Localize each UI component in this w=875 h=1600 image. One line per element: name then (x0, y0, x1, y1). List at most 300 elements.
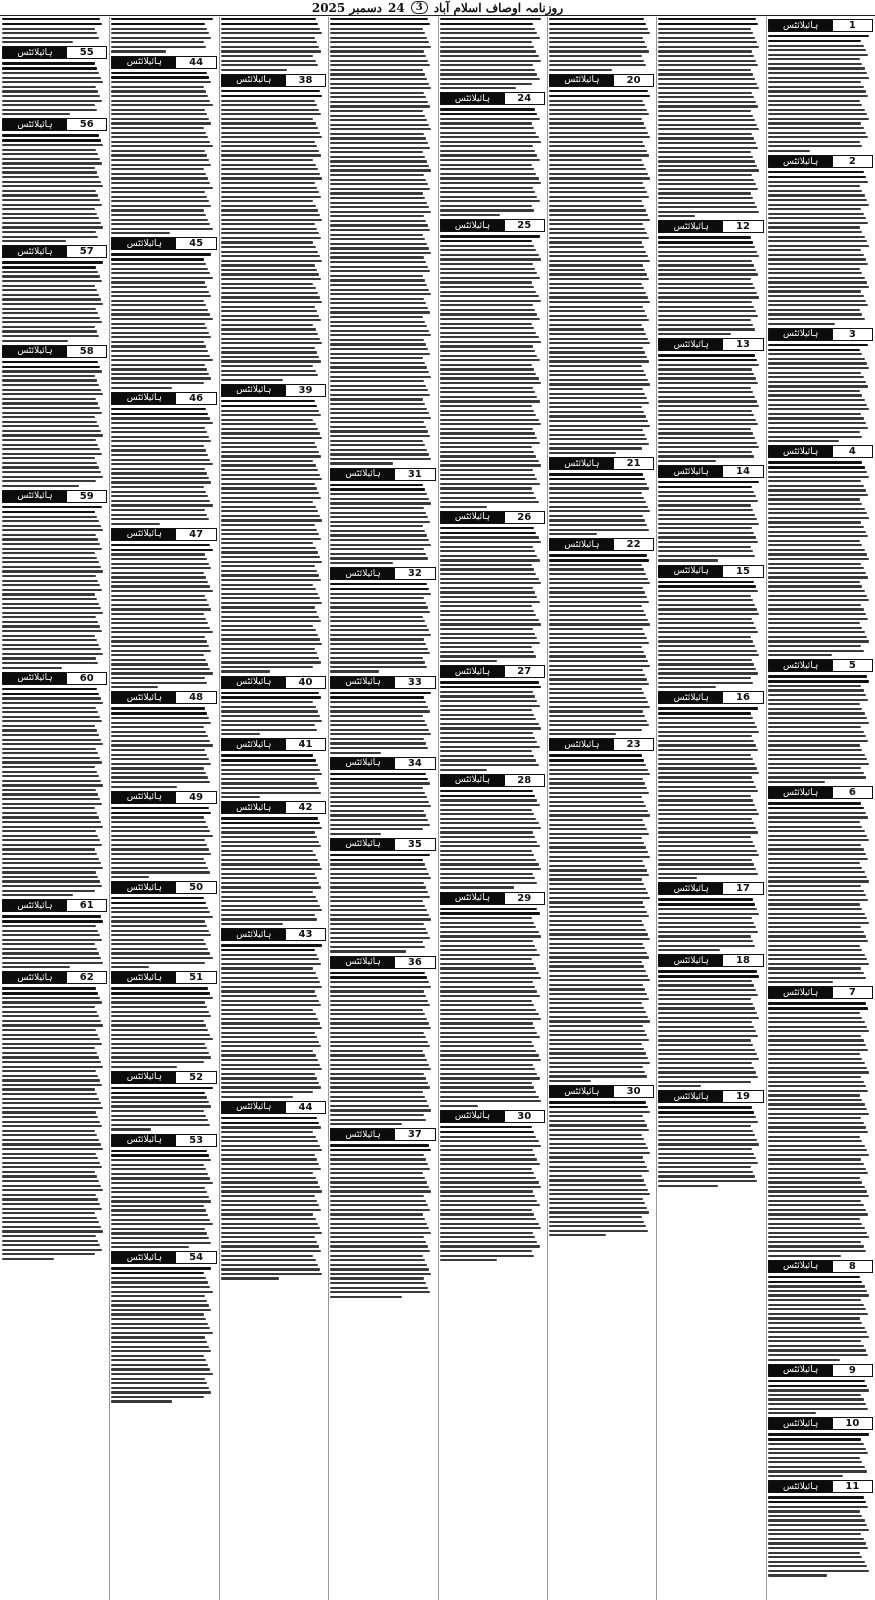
text-line (768, 1501, 866, 1503)
text-line (768, 558, 869, 560)
text-line (2, 915, 101, 917)
text-line (221, 1195, 315, 1197)
text-line (111, 72, 207, 74)
text-line (2, 222, 101, 224)
text-line (768, 862, 861, 864)
text-line (2, 826, 103, 828)
text-line (330, 339, 424, 341)
text-line (2, 1066, 103, 1068)
text-line (549, 136, 650, 138)
item-text-block (111, 706, 216, 787)
text-line (549, 379, 648, 381)
item-number: 60 (67, 673, 106, 684)
text-line (111, 604, 209, 606)
text-line (768, 49, 866, 51)
text-line (111, 1246, 189, 1248)
text-line (111, 90, 206, 92)
text-line (549, 814, 650, 816)
text-line (330, 1209, 430, 1211)
text-line (2, 1217, 97, 1219)
news-item (221, 1101, 326, 1280)
text-line (440, 1250, 533, 1252)
item-text-block (768, 674, 873, 783)
text-line (549, 264, 643, 266)
item-number: 33 (395, 677, 434, 688)
item-label: ہائیلائٹس (112, 692, 176, 703)
text-line (658, 1148, 752, 1150)
news-item (549, 17, 654, 71)
text-line (658, 781, 754, 783)
text-line (221, 1232, 322, 1234)
text-line (111, 514, 207, 516)
news-item (2, 245, 107, 341)
text-line (221, 886, 321, 888)
text-line (111, 636, 205, 638)
text-line (768, 67, 865, 69)
text-line (111, 812, 211, 814)
text-line (658, 396, 755, 398)
text-line (111, 122, 211, 124)
item-number-tag (330, 956, 435, 969)
text-line (440, 931, 539, 933)
text-line (440, 818, 537, 820)
text-line (549, 665, 650, 667)
text-line (2, 894, 73, 896)
text-line (549, 883, 644, 885)
text-line (549, 260, 650, 262)
text-line (440, 1236, 536, 1238)
text-line (768, 471, 867, 473)
text-line (440, 1126, 533, 1128)
item-number: 38 (286, 75, 325, 86)
item-text-block (221, 691, 326, 736)
news-item (440, 511, 545, 662)
text-line (2, 1166, 102, 1168)
text-line (2, 803, 102, 805)
text-line (658, 975, 759, 977)
text-line (549, 483, 647, 485)
text-line (549, 796, 642, 798)
text-line (221, 283, 314, 285)
text-line (221, 127, 318, 129)
text-line (2, 271, 98, 273)
text-line (440, 1004, 535, 1006)
text-line (221, 347, 315, 349)
news-item (330, 757, 435, 835)
text-line (440, 245, 535, 247)
text-line (111, 707, 205, 709)
text-line (549, 715, 645, 717)
text-line (658, 246, 755, 248)
text-line (768, 190, 863, 192)
text-line (111, 268, 208, 270)
text-line (2, 625, 100, 627)
text-line (549, 510, 650, 512)
text-line (330, 498, 429, 500)
text-line (658, 174, 752, 176)
item-text-block (111, 986, 216, 1067)
text-line (111, 920, 205, 922)
text-line (549, 200, 642, 202)
text-line (440, 460, 539, 462)
text-line (549, 283, 642, 285)
text-line (2, 240, 66, 242)
text-line (658, 460, 716, 462)
text-line (549, 1193, 650, 1195)
text-line (221, 487, 317, 489)
text-line (221, 264, 315, 266)
text-line (221, 769, 320, 771)
text-line (440, 799, 538, 801)
text-line (111, 350, 208, 352)
text-line (768, 585, 863, 587)
text-line (330, 1004, 430, 1006)
text-line (658, 1134, 755, 1136)
text-line (549, 710, 643, 712)
text-line (768, 367, 869, 369)
text-line (658, 382, 758, 384)
text-line (440, 196, 538, 198)
text-line (768, 735, 866, 737)
text-line (330, 234, 423, 236)
text-line (2, 462, 97, 464)
text-line (221, 432, 320, 434)
news-item (768, 986, 873, 1256)
text-line (330, 1050, 423, 1052)
text-line (658, 1044, 753, 1046)
text-line (768, 358, 865, 360)
text-line (2, 1194, 96, 1196)
text-line (111, 1332, 212, 1334)
text-line (111, 277, 212, 279)
text-line (440, 850, 533, 852)
text-line (2, 520, 99, 522)
text-line (221, 237, 321, 239)
text-line (2, 226, 103, 228)
text-line (440, 442, 540, 444)
text-line (658, 1143, 759, 1145)
text-line (221, 986, 322, 988)
text-line (221, 1168, 321, 1170)
text-line (658, 595, 751, 597)
text-line (221, 524, 315, 526)
text-line (2, 1221, 99, 1223)
text-line (658, 740, 754, 742)
text-line (330, 362, 425, 364)
item-number: 36 (395, 957, 434, 968)
item-text-block (2, 61, 107, 115)
text-line (768, 1117, 862, 1119)
text-line (111, 118, 209, 120)
text-line (221, 634, 318, 636)
text-line (2, 848, 95, 850)
text-line (330, 343, 426, 345)
item-text-block (330, 691, 435, 754)
text-line (221, 584, 314, 586)
text-line (221, 574, 319, 576)
text-line (768, 826, 863, 828)
news-item (440, 1110, 545, 1261)
text-line (330, 828, 423, 830)
text-line (768, 1190, 867, 1192)
text-line (440, 945, 536, 947)
text-line (330, 41, 429, 43)
text-line (2, 885, 102, 887)
text-line (768, 613, 866, 615)
text-line (658, 898, 753, 900)
text-line (658, 110, 751, 112)
text-line (221, 733, 260, 735)
date-month-year: دسمبر 2025 (311, 0, 383, 15)
text-line (2, 190, 96, 192)
text-line (658, 455, 754, 457)
text-line (440, 1018, 541, 1020)
text-line (330, 701, 426, 703)
text-line (768, 1204, 864, 1206)
text-line (549, 828, 647, 830)
text-line (111, 622, 208, 624)
text-line (440, 332, 537, 334)
news-item (768, 19, 873, 152)
item-number: 37 (395, 1129, 434, 1140)
text-line (768, 226, 861, 228)
text-line (2, 653, 103, 655)
text-line (330, 1264, 427, 1266)
text-line (549, 764, 646, 766)
text-line (768, 931, 864, 933)
text-line (768, 145, 863, 147)
text-line (768, 712, 865, 714)
text-line (768, 1380, 865, 1382)
text-line (768, 517, 869, 519)
text-line (440, 1227, 541, 1229)
text-line (658, 663, 754, 665)
text-line (768, 604, 862, 606)
text-line (658, 998, 751, 1000)
text-line (330, 666, 427, 668)
text-line (111, 613, 204, 615)
text-line (768, 885, 862, 887)
text-line (330, 1100, 427, 1102)
text-line (330, 385, 426, 387)
text-line (768, 427, 868, 429)
text-line (658, 1058, 759, 1060)
text-line (221, 46, 319, 48)
text-line (768, 381, 866, 383)
text-line (658, 608, 757, 610)
item-number-tag (111, 1134, 216, 1147)
text-line (330, 1144, 429, 1146)
text-line (440, 359, 540, 361)
item-number: 19 (723, 1091, 762, 1102)
text-line (221, 918, 317, 920)
text-line (330, 105, 430, 107)
text-line (658, 707, 758, 709)
item-label: ہائیلائٹس (769, 1365, 833, 1376)
text-line (221, 469, 318, 471)
news-item (111, 691, 216, 787)
text-line (221, 28, 320, 30)
text-line (768, 461, 863, 463)
text-line (658, 613, 759, 615)
news-item (111, 881, 216, 968)
text-line (111, 377, 211, 379)
text-line (768, 913, 865, 915)
text-line (330, 859, 423, 861)
text-line (549, 159, 642, 161)
text-line (330, 738, 424, 740)
text-line (549, 979, 650, 981)
text-line (768, 394, 863, 396)
text-line (330, 435, 430, 437)
text-line (440, 949, 538, 951)
text-line (111, 359, 212, 361)
text-line (221, 1077, 317, 1079)
text-line (768, 830, 865, 832)
item-number: 61 (67, 900, 106, 911)
text-line (440, 854, 535, 856)
text-line (768, 1408, 868, 1410)
text-line (440, 1232, 534, 1234)
text-line (221, 1181, 318, 1183)
text-line (549, 411, 644, 413)
text-line (440, 873, 534, 875)
text-line (658, 949, 720, 951)
text-line (549, 1106, 648, 1108)
text-line (111, 930, 209, 932)
text-line (2, 298, 101, 300)
text-line (658, 532, 754, 534)
text-line (330, 981, 429, 983)
text-line (549, 993, 647, 995)
item-label: ہائیلائٹس (3, 491, 67, 502)
item-number-tag (111, 1251, 216, 1264)
news-item (440, 219, 545, 508)
text-line (549, 533, 597, 535)
text-line (111, 576, 206, 578)
text-line (768, 675, 867, 677)
text-line (768, 40, 862, 42)
text-line (440, 587, 534, 589)
item-number: 8 (833, 1261, 872, 1272)
text-line (768, 176, 866, 178)
text-line (221, 136, 322, 138)
text-line (768, 185, 861, 187)
text-line (768, 404, 867, 406)
text-line (549, 1138, 644, 1140)
text-line (549, 1002, 642, 1004)
text-line (2, 1102, 101, 1104)
text-line (111, 563, 209, 565)
text-line (330, 389, 428, 391)
item-label: ہائیلائٹس (550, 458, 614, 469)
text-line (2, 839, 100, 841)
text-line (111, 295, 211, 297)
text-line (111, 1034, 210, 1036)
text-line (221, 625, 314, 627)
text-line (658, 151, 751, 153)
text-line (221, 1082, 319, 1084)
text-line (658, 486, 752, 488)
text-line (549, 970, 646, 972)
text-line (768, 254, 864, 256)
news-item (111, 17, 216, 53)
text-line (2, 448, 100, 450)
text-line (330, 905, 425, 907)
text-line (221, 954, 317, 956)
text-line (221, 342, 322, 344)
text-line (111, 1237, 209, 1239)
text-line (221, 1122, 319, 1124)
text-line (330, 530, 425, 532)
text-line (440, 41, 533, 43)
text-line (549, 1234, 606, 1236)
text-line (768, 277, 865, 279)
item-label: ہائیلائٹس (659, 955, 723, 966)
item-label: ہائیلائٹس (112, 529, 176, 540)
text-line (549, 988, 645, 990)
text-line (111, 744, 212, 746)
text-line (440, 1096, 539, 1098)
text-line (549, 596, 647, 598)
text-line (658, 818, 752, 820)
text-line (221, 561, 322, 563)
text-line (2, 485, 79, 487)
item-text-block (330, 772, 435, 835)
text-line (2, 1084, 102, 1086)
text-line (111, 1400, 172, 1402)
text-line (658, 1035, 758, 1037)
item-label: ہائیلائٹس (3, 119, 67, 130)
text-line (768, 816, 868, 818)
text-line (549, 64, 646, 66)
text-line (440, 1177, 537, 1179)
text-line (111, 1011, 209, 1013)
item-text-block (658, 1105, 763, 1186)
item-number-tag (658, 338, 763, 351)
text-line (440, 651, 535, 653)
text-line (2, 1011, 97, 1013)
text-line (440, 419, 539, 421)
text-line (221, 1000, 319, 1002)
text-line (440, 414, 537, 416)
text-line (221, 995, 317, 997)
text-line (658, 749, 758, 751)
item-text-block (440, 789, 545, 889)
text-line (111, 481, 211, 483)
item-text-block (440, 234, 545, 508)
text-line (440, 804, 540, 806)
text-line (2, 1244, 100, 1246)
text-line (440, 64, 534, 66)
text-line (440, 73, 538, 75)
text-line (768, 1168, 866, 1170)
item-number: 28 (505, 775, 544, 786)
text-line (111, 749, 205, 751)
text-line (330, 28, 423, 30)
text-line (440, 437, 538, 439)
text-line (330, 444, 425, 446)
text-line (768, 1158, 862, 1160)
text-line (330, 169, 431, 171)
text-line (2, 516, 97, 518)
text-line (2, 616, 96, 618)
text-line (221, 104, 317, 106)
text-line (440, 1068, 536, 1070)
text-line (549, 787, 647, 789)
text-line (330, 588, 429, 590)
text-line (768, 1200, 862, 1202)
